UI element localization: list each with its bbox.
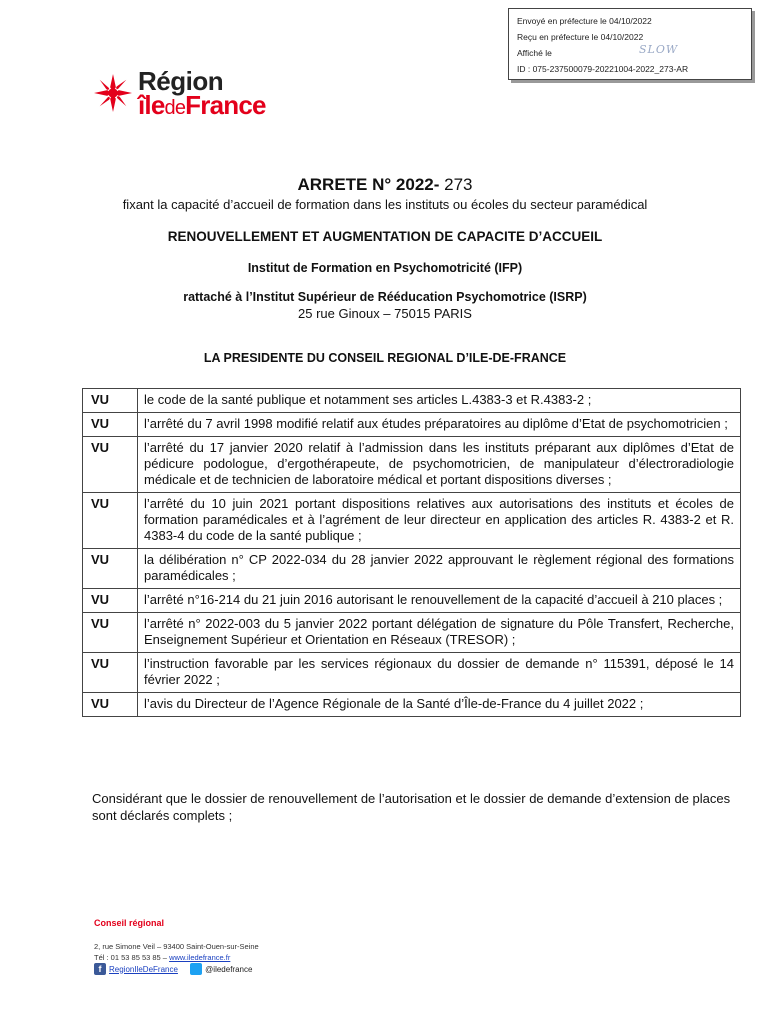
logo-line-region: Région bbox=[138, 66, 224, 96]
title-main: ARRETE N° 2022- bbox=[297, 175, 440, 194]
prefecture-stamp bbox=[508, 8, 752, 80]
vu-row bbox=[83, 589, 741, 613]
footer-address: 2, rue Simone Veil – 93400 Saint-Ouen-sur-Seine bbox=[94, 942, 259, 951]
facebook-link[interactable]: RegionIleDeFrance bbox=[109, 964, 178, 974]
vu-text: le code de la santé publique et notamment ses articles L.4383-3 et R.4383-2 ; bbox=[138, 389, 741, 413]
vu-text: l’instruction favorable par les services régionaux du dossier de demande n° 115391, déposé le 14 février 2022 ; bbox=[138, 653, 741, 693]
logo-de: de bbox=[164, 97, 186, 119]
twitter-icon bbox=[190, 963, 202, 975]
star-logo-icon bbox=[94, 74, 132, 112]
vu-row bbox=[83, 653, 741, 693]
address: 25 rue Ginoux – 75015 PARIS bbox=[298, 306, 472, 321]
stamp-received: Reçu en préfecture le 04/10/2022 bbox=[517, 32, 644, 42]
vu-label: VU bbox=[83, 389, 138, 413]
title-number: 273 bbox=[439, 175, 473, 194]
vu-label: VU bbox=[83, 613, 138, 653]
institute-name: Institut de Formation en Psychomotricité (IFP) bbox=[247, 261, 523, 275]
vu-row bbox=[83, 413, 741, 437]
logo-ile: île bbox=[138, 90, 165, 120]
facebook-icon: f bbox=[94, 963, 106, 975]
vu-row bbox=[83, 437, 741, 493]
vu-label: VU bbox=[83, 589, 138, 613]
twitter-handle[interactable]: @iledefrance bbox=[205, 964, 253, 974]
logo-france: France bbox=[185, 90, 266, 120]
subtitle: fixant la capacité d’accueil de formation dans les instituts ou écoles du secteur paramédical bbox=[122, 197, 648, 212]
vu-text: l’avis du Directeur de l’Agence Régionale de la Santé d’Île-de-France du 4 juillet 2022 ; bbox=[138, 693, 741, 717]
vu-text: l’arrêté du 17 janvier 2020 relatif à l’admission dans les instituts préparant aux diplômes d’Etat de pédicure podologue, d’ergothérapeute, de psychomotricien, de manipulateur d’électroradiologie médicale et de technicien de laboratoire médical et portant dispositions diverses ; bbox=[138, 437, 741, 493]
vu-label: VU bbox=[83, 693, 138, 717]
footer-website-link[interactable]: www.iledefrance.fr bbox=[169, 953, 231, 962]
vu-text: l’arrêté n°16-214 du 21 juin 2016 autorisant le renouvellement de la capacité d’accueil à 210 places ; bbox=[138, 589, 741, 613]
social-links bbox=[94, 963, 252, 975]
logo-line-idf bbox=[138, 90, 266, 121]
vu-row bbox=[83, 613, 741, 653]
footer-org: Conseil régional bbox=[94, 918, 165, 928]
stamp-posted: Affiché le bbox=[517, 48, 552, 58]
footer bbox=[94, 918, 259, 962]
vu-text: l’arrêté du 10 juin 2021 portant dispositions relatives aux autorisations des instituts et écoles de formation paramédicales et à l’agrément de leur directeur en application des articles R. 4383-2 et R. 4383-4 du code de la santé publique ; bbox=[138, 493, 741, 549]
stamp-id: ID : 075-237500079-20221004-2022_273-AR bbox=[517, 64, 689, 74]
vu-label: VU bbox=[83, 549, 138, 589]
page-title bbox=[0, 175, 770, 195]
president-heading: LA PRESIDENTE DU CONSEIL REGIONAL D’ILE-DE-FRANCE bbox=[203, 351, 567, 365]
vu-text: l’arrêté n° 2022-003 du 5 janvier 2022 portant délégation de signature du Pôle Transfert, Recherche, Enseignement Supérieur et Orientation en Réseaux (TRESOR) ; bbox=[138, 613, 741, 653]
vu-row bbox=[83, 693, 741, 717]
vu-text: l’arrêté du 7 avril 1998 modifié relatif aux études préparatoires au diplôme d’Etat de psychomotricien ; bbox=[138, 413, 741, 437]
vu-label: VU bbox=[83, 493, 138, 549]
vu-label: VU bbox=[83, 653, 138, 693]
vu-row bbox=[83, 549, 741, 589]
stamp-signature-mark: SLOW bbox=[639, 43, 679, 56]
stamp-sent: Envoyé en préfecture le 04/10/2022 bbox=[517, 16, 652, 26]
vu-label: VU bbox=[83, 437, 138, 493]
footer-contact bbox=[94, 953, 259, 962]
vu-text: la délibération n° CP 2022-034 du 28 janvier 2022 approuvant le règlement régional des formations paramédicales ; bbox=[138, 549, 741, 589]
vu-row bbox=[83, 493, 741, 549]
vu-table bbox=[82, 388, 741, 717]
section-heading: RENOUVELLEMENT ET AUGMENTATION DE CAPACITE D’ACCUEIL bbox=[167, 229, 603, 244]
footer-tel: Tél : 01 53 85 53 85 – bbox=[94, 953, 170, 962]
region-logo bbox=[94, 68, 324, 120]
attached-institute: rattaché à l’Institut Supérieur de Rééducation Psychomotrice (ISRP) bbox=[183, 290, 587, 304]
vu-row bbox=[83, 389, 741, 413]
vu-label: VU bbox=[83, 413, 138, 437]
considerant-paragraph: Considérant que le dossier de renouvellement de l’autorisation et le dossier de demande d’extension de places sont déclarés complets ; bbox=[92, 791, 731, 823]
